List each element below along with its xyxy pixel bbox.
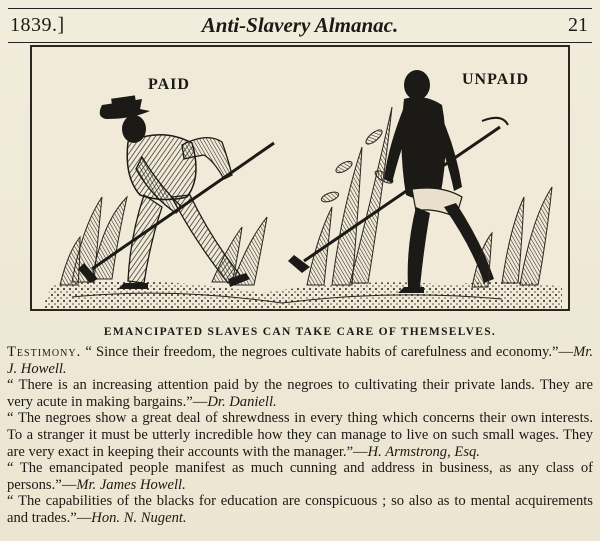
testimony-source: Dr. Daniell. xyxy=(207,393,277,410)
running-header xyxy=(4,6,596,38)
testimony-paragraph xyxy=(7,460,593,493)
testimony-quote: “ The negroes show a great deal of shrewdness in every thing which concerns their own interests. To a stranger it must be utterly incredible how they can manage to live on such small wages. They are very exact in keeping their accounts with the manager.”— xyxy=(7,410,593,460)
right-plants xyxy=(472,187,552,287)
article-headline: EMANCIPATED SLAVES CAN TAKE CARE OF THEMSELVES. xyxy=(103,326,497,338)
testimony-body xyxy=(7,344,593,527)
testimony-source: Hon. N. Nugent. xyxy=(91,509,187,526)
testimony-paragraph xyxy=(7,344,593,377)
testimony-quote: “ There is an increasing attention paid by the negroes to cultivating their private lands. They are very acute in making bargains.”— xyxy=(7,377,593,410)
label-unpaid: UNPAID xyxy=(462,71,530,88)
header-rule-bottom xyxy=(8,42,592,43)
page-number: 21 xyxy=(568,14,588,36)
header-title: Anti-Slavery Almanac. xyxy=(201,13,399,37)
header-rule-top xyxy=(8,8,592,9)
testimony-source: Mr. J. Howell. xyxy=(7,344,593,377)
testimony-paragraph xyxy=(7,493,593,526)
testimony-paragraph xyxy=(7,377,593,410)
testimony-quote: “ The emancipated people manifest as much cunning and address in business, as any class of persons.”— xyxy=(7,460,593,493)
middle-plants xyxy=(307,107,395,285)
engraving-illustration xyxy=(30,45,570,311)
testimony-quote: “ The capabilities of the blacks for education are conspicuous ; so also as to mental acquirements and trades.”— xyxy=(7,493,593,526)
testimony-source: H. Armstrong, Esq. xyxy=(367,443,480,460)
header-year: 1839.] xyxy=(10,14,65,36)
testimony-source: Mr. James Howell. xyxy=(76,476,186,493)
testimony-quote: “ Since their freedom, the negroes cultivate habits of carefulness and economy.”— xyxy=(81,344,574,360)
label-paid: PAID xyxy=(148,76,190,93)
testimony-paragraph xyxy=(7,410,593,460)
testimony-lead: Testimony. xyxy=(7,344,82,360)
